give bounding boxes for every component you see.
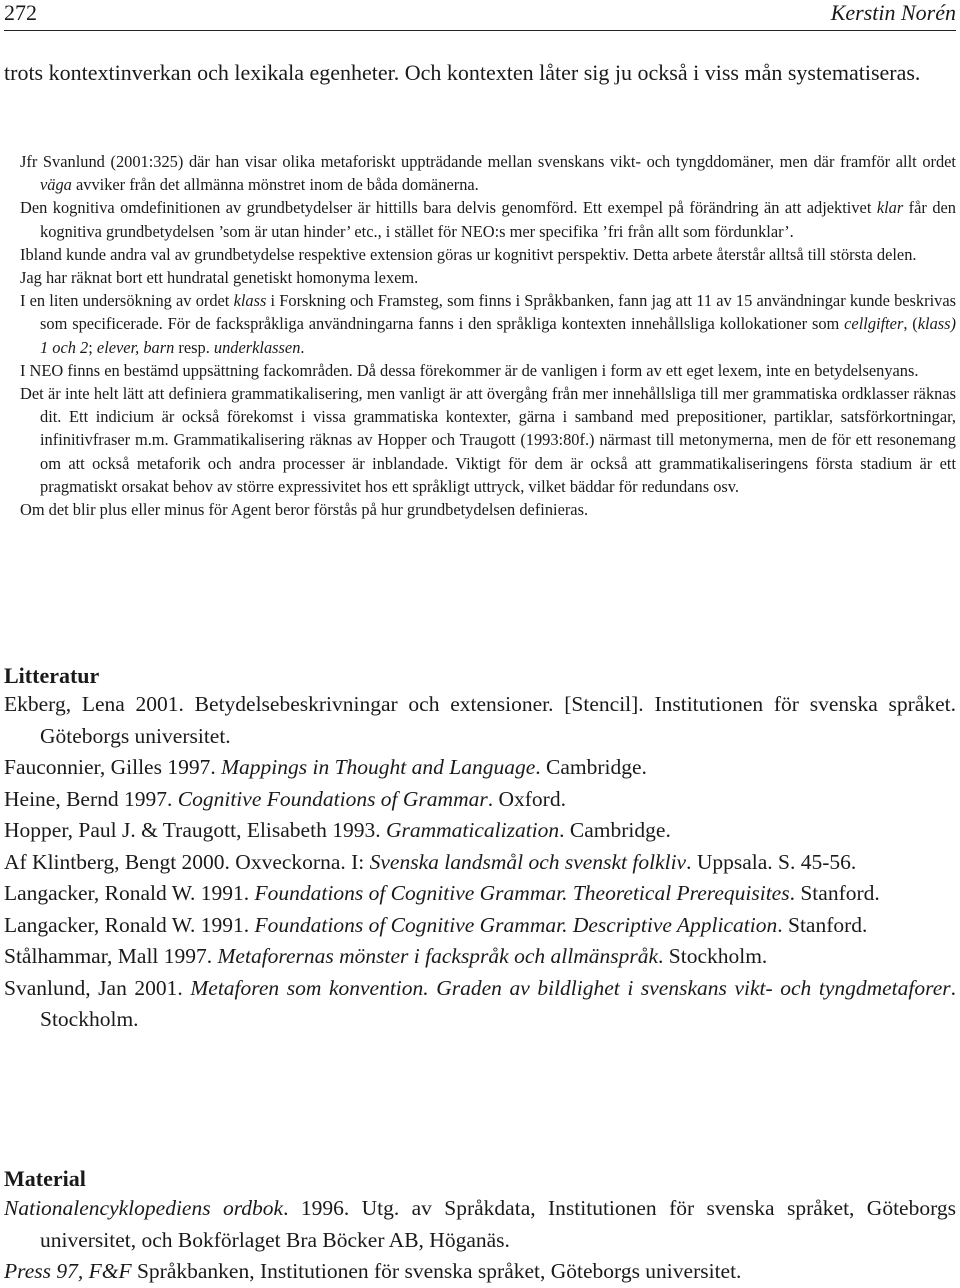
text-run: i Forskning och Framsteg, som finns i Språkbanken, fann jag att 11 av 15 användningar kunde beskrivas som specificerade. För de fackspråkliga användningarna fanns i den språkliga kontexten innehållsliga kollokationer som	[40, 291, 956, 334]
literature-heading: Litteratur	[4, 663, 100, 688]
text-run: ;	[88, 337, 97, 357]
italic-text: Foundations of Cognitive Grammar. Descriptive Application	[254, 912, 778, 937]
italic-text: klass	[233, 291, 267, 311]
text-run: Svanlund, Jan 2001.	[4, 975, 191, 1000]
italic-text: väga	[40, 175, 72, 195]
running-header	[4, 0, 956, 31]
text-run: . Cambridge.	[559, 818, 671, 842]
reference-entry	[4, 878, 956, 910]
text-run: Språkbanken, Institutionen för svenska språket, Göteborgs universitet.	[131, 1259, 742, 1283]
italic-text: cellgifter	[844, 314, 904, 334]
italic-text: Metaforernas mönster i fackspråk och allmänspråk	[217, 944, 659, 968]
footnote-text	[20, 500, 588, 519]
page-number: 272	[4, 0, 37, 25]
italic-text: klass) 1 och 2	[40, 314, 957, 357]
text-run: . 1996. Utg. av Språkdata, Institutionen för svenska språket, Göteborgs universitet, och Bokförlaget Bra Böcker AB, Höganäs.	[40, 1196, 956, 1252]
footnote-6	[4, 359, 956, 382]
material-heading: Material	[4, 1166, 86, 1191]
footnote-text	[20, 152, 956, 194]
text-run: . Stockholm.	[658, 944, 768, 968]
italic-text: Svenska landsmål och svenskt folkliv	[369, 849, 687, 874]
reference-entry	[4, 1193, 956, 1256]
footnote-5	[4, 289, 956, 359]
italic-text: Cognitive Foundations of Grammar	[177, 786, 488, 811]
reference-entry	[4, 815, 956, 847]
reference-entry	[4, 847, 956, 879]
text-run: Langacker, Ronald W. 1991.	[4, 881, 255, 905]
text-run: I en liten undersökning av ordet	[20, 291, 234, 311]
literature-list	[4, 689, 956, 1036]
text-run: . Stockholm.	[40, 975, 956, 1031]
footnotes	[4, 150, 956, 521]
text-run: Det är inte helt lätt att definiera grammatikalisering, men vanligt är att övergång från mer innehållsliga till mer grammatiska ordklasser räknas dit. Ett indicium är också förekomst i vissa grammatiska kontexter, gärna i samband med prepositioner, partiklar, satsförkortningar, infinitivfraser m.m. Grammatikalisering räknas av Hopper och Traugott (1993:80f.) närmast till metonymerna, men de för ett resonemang om att också metaforik och andra processer är inblandade. Viktigt för dem är också att grammatikaliseringens första stadium är ett pragmatiskt orsakat behov av större expressivitet hos ett språkligt uttryck, vilket bäddar för redundans osv.	[20, 384, 956, 496]
text-run: Af Klintberg, Bengt 2000. Oxveckorna. I:	[4, 849, 370, 874]
footnote-text	[20, 361, 918, 380]
text-run: Heine, Bernd 1997.	[4, 786, 178, 811]
text-run: . Stanford.	[789, 881, 880, 905]
text-run: Den kognitiva omdefinitionen av grundbetydelser är hittills bara delvis genomförd. Ett exempel på förändring än att adjektivet	[20, 198, 877, 218]
italic-text: elever, barn	[96, 337, 175, 357]
footnote-text	[20, 268, 418, 287]
text-run: , (	[903, 314, 918, 334]
reference-entry	[4, 784, 956, 816]
text-run: . Cambridge.	[535, 755, 647, 779]
text-run: . Oxford.	[487, 786, 566, 811]
body-paragraph: trots kontextinverkan och lexikala egenheter. Och kontexten låter sig ju också i viss mån systematiseras.	[4, 60, 921, 85]
footnote-8	[4, 498, 956, 521]
footnote-2	[4, 196, 956, 242]
text-run: Hopper, Paul J. & Traugott, Elisabeth 1993.	[4, 818, 386, 842]
footnote-text	[20, 291, 956, 356]
reference-entry	[4, 689, 956, 752]
footnote-text	[20, 384, 956, 496]
text-run: . Stanford.	[777, 912, 868, 937]
text-run: Om det blir plus eller minus för Agent beror förstås på hur grundbetydelsen definieras.	[20, 500, 589, 520]
text-run: I NEO finns en bestämd uppsättning fackområden. Då dessa förekommer är de vanligen i form av ett eget lexem, inte en betydelsenyans.	[20, 360, 919, 380]
footnote-1	[4, 150, 956, 196]
footnote-text	[20, 245, 917, 264]
text-run: Ibland kunde andra val av grundbetydelse respektive extension göras ur kognitivt perspektiv. Detta arbete återstår alltså till största delen.	[20, 244, 917, 264]
material-list	[4, 1193, 956, 1288]
footnote-3	[4, 243, 956, 266]
italic-text: Foundations of Cognitive Grammar. Theoretical Prerequisites	[254, 881, 790, 905]
text-run: Jag har räknat bort ett hundratal genetiskt homonyma lexem.	[20, 268, 419, 288]
italic-text: underklassen	[213, 337, 301, 357]
text-run: Fauconnier, Gilles 1997.	[4, 755, 222, 779]
footnote-4	[4, 266, 956, 289]
text-run: Stålhammar, Mall 1997.	[4, 944, 218, 968]
italic-text: Mappings in Thought and Language	[221, 755, 536, 779]
italic-text: Grammaticalization	[385, 818, 560, 842]
footnote-7	[4, 382, 956, 498]
text-run: .	[300, 337, 305, 357]
text-run: Ekberg, Lena 2001. Betydelsebeskrivningar och extensioner. [Stencil]. Institutionen för svenska språket. Göteborgs universitet.	[4, 692, 956, 748]
reference-entry	[4, 1256, 956, 1288]
reference-entry	[4, 752, 956, 784]
text-run: resp.	[174, 337, 214, 357]
text-run: Jfr Svanlund (2001:325) där han visar olika metaforiskt uppträdande mellan svenskans vikt- och tyngddomäner, men där framför allt ordet	[20, 152, 956, 171]
text-run: Langacker, Ronald W. 1991.	[4, 912, 255, 937]
text-run: avviker från det allmänna mönstret inom de båda domänerna.	[71, 175, 479, 195]
italic-text: Metaforen som konvention. Graden av bildlighet i svenskans vikt- och tyngdmetaforer	[190, 975, 951, 1000]
reference-entry	[4, 910, 956, 942]
reference-entry	[4, 973, 956, 1036]
footnote-text	[20, 198, 956, 240]
italic-text: Press 97, F&F	[4, 1259, 132, 1283]
running-author: Kerstin Norén	[830, 0, 956, 25]
reference-entry	[4, 941, 956, 973]
italic-text: klar	[876, 198, 904, 218]
italic-text: Nationalencyklopediens ordbok	[4, 1196, 284, 1220]
text-run: får den kognitiva grundbetydelsen ’som är utan hinder’ etc., i stället för NEO:s mer specifika ’fri från allt som fördunklar’.	[40, 198, 956, 241]
text-run: . Uppsala. S. 45-56.	[686, 849, 857, 874]
